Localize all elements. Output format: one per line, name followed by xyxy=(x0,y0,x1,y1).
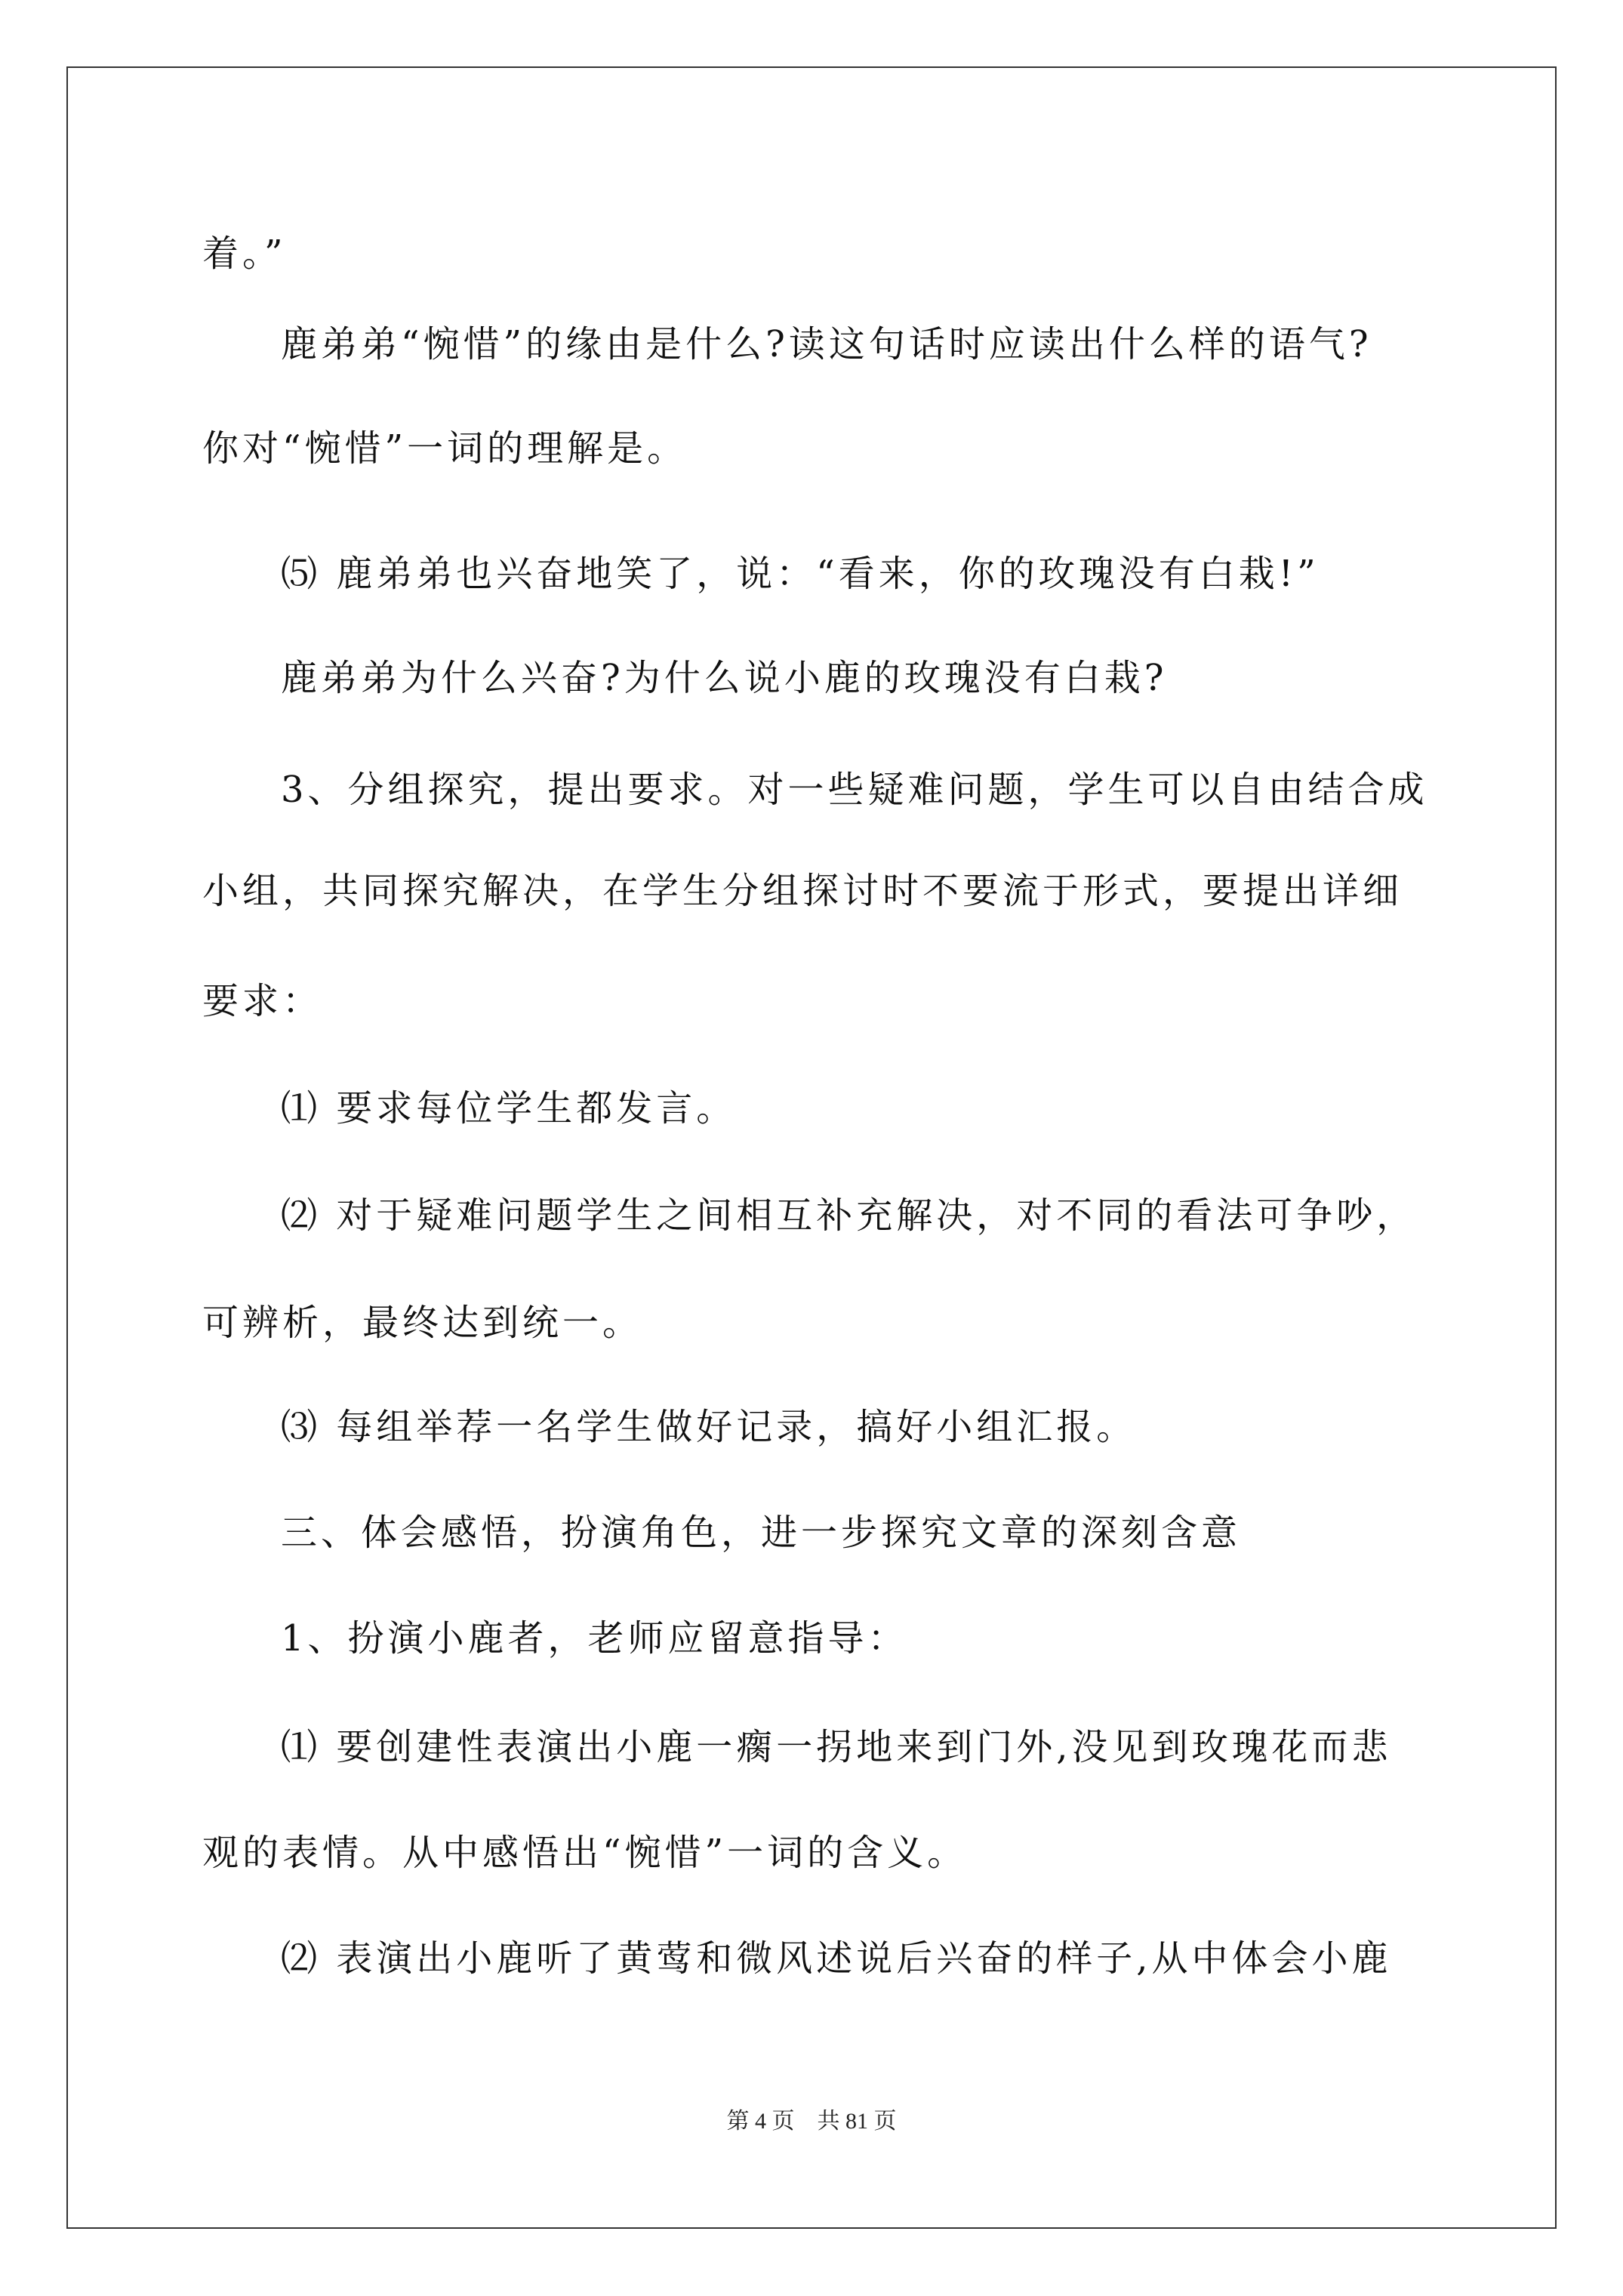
text-line: ⑵ 表演出小鹿听了黄莺和微风述说后兴奋的样子,从中体会小鹿 xyxy=(281,1937,1392,1980)
text-line: 鹿弟弟“惋惜”的缘由是什么?读这句话时应读出什么样的语气? xyxy=(281,323,1372,365)
total-pages: 共 81 页 xyxy=(817,2109,897,2134)
text-line: ⑸ 鹿弟弟也兴奋地笑了，说：“看来，你的玫瑰没有白栽!” xyxy=(281,553,1320,595)
text-line: ⑵ 对于疑难问题学生之间相互补充解决，对不同的看法可争吵， xyxy=(281,1194,1417,1237)
page-footer xyxy=(0,2106,1623,2137)
text-line: 要求： xyxy=(202,980,323,1022)
text-line: 鹿弟弟为什么兴奋?为什么说小鹿的玫瑰没有白栽? xyxy=(281,657,1168,699)
text-line: 3、分组探究，提出要求。对一些疑难问题，学生可以自由结合成 xyxy=(281,769,1428,811)
text-line: 你对“惋惜”一词的理解是。 xyxy=(202,427,688,470)
text-line: 着。” xyxy=(202,233,287,275)
text-line: 可辨析，最终达到统一。 xyxy=(202,1302,643,1344)
text-line: ⑶ 每组举荐一名学生做好记录，搞好小组汇报。 xyxy=(281,1406,1137,1448)
text-line: 小组，共同探究解决，在学生分组探讨时不要流于形式，要提出详细 xyxy=(202,870,1403,912)
page-border xyxy=(66,66,1557,2229)
page-number: 第 4 页 xyxy=(726,2109,795,2134)
section-heading: 三、体会感悟，扮演角色，进一步探究文章的深刻含意 xyxy=(281,1512,1242,1554)
text-line: ⑴ 要创建性表演出小鹿一瘸一拐地来到门外,没见到玫瑰花而悲 xyxy=(281,1726,1392,1768)
text-line: ⑴ 要求每位学生都发言。 xyxy=(281,1087,737,1130)
text-line: 观的表情。从中感悟出“惋惜”一词的含义。 xyxy=(202,1832,968,1874)
text-line: 1、扮演小鹿者，老师应留意指导： xyxy=(281,1617,908,1660)
